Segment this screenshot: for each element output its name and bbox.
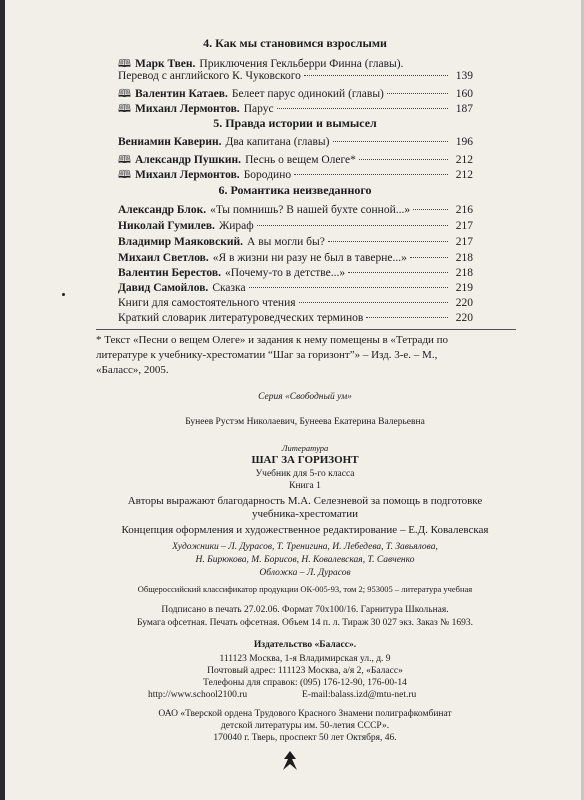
entry-page: 218 <box>455 252 473 264</box>
toc-entry <box>118 136 473 150</box>
entry-page: 217 <box>455 236 473 248</box>
phones: Телефоны для справок: (095) 176-12-90, 176-00-14 <box>203 678 407 688</box>
series-name: Серия «Свободный ум» <box>258 392 352 402</box>
footnote-rule <box>96 329 516 330</box>
printer-name: детской литературы им. 50-летия СССР». <box>220 721 390 731</box>
printer-address: 170040 г. Тверь, проспект 50 лет Октября, 46. <box>213 733 397 743</box>
leader-dots <box>299 302 448 303</box>
entry-work: Сказка <box>212 282 246 294</box>
leader-dots <box>413 209 448 210</box>
toc-entry <box>118 100 473 114</box>
entry-work: Книги для самостоятельного чтения <box>118 297 296 309</box>
entry-work: «Почему-то в детстве...» <box>224 267 346 279</box>
entry-page: 212 <box>455 169 473 181</box>
toc-entry <box>118 220 473 234</box>
book-subtitle: Учебник для 5-го класса <box>255 469 355 479</box>
leader-dots <box>328 241 448 242</box>
entry-work: Два капитана (главы) <box>225 136 330 148</box>
website: http://www.school2100.ru <box>148 690 248 700</box>
leader-dots <box>249 287 448 288</box>
entry-page: 218 <box>455 267 473 279</box>
entry-author: Александр Пушкин. <box>134 154 242 166</box>
classifier: Общероссийский классификатор продукции ОК-005-93, том 2; 953005 – литература учебная <box>137 584 473 594</box>
footnote-line: * Текст «Песни о вещем Олеге» и задания к нему помещены в «Тетради по <box>96 334 449 346</box>
entry-page: 220 <box>455 297 473 309</box>
entry-page: 196 <box>455 136 473 148</box>
ink-dot <box>62 293 65 296</box>
toc-entry <box>118 282 473 296</box>
toc-entry <box>118 70 473 84</box>
entry-work: Парус <box>243 103 274 115</box>
entry-author: Вениамин Каверин. <box>118 136 222 148</box>
publisher-name: Издательство «Баласс». <box>253 640 357 650</box>
entry-work: Перевод с английского К. Чуковского <box>118 70 301 82</box>
leader-dots <box>348 272 448 273</box>
entry-author: Давид Самойлов. <box>118 282 209 294</box>
entry-work: Приключения Гекльберри Финна (главы). <box>199 58 404 70</box>
leader-dots <box>257 225 448 226</box>
entry-page: 216 <box>455 204 473 216</box>
section-title-5: 5. Правда истории и вымысел <box>213 116 377 130</box>
book-volume: Книга 1 <box>289 481 321 491</box>
artists-credit: Н. Бирюкова, М. Борисов, Н. Ковалевская, Т. Савченко <box>195 555 415 565</box>
acknowledgement: Авторы выражают благодарность М.А. Селезневой за помощь в подготовке <box>127 495 483 507</box>
entry-page: 220 <box>455 312 473 324</box>
book-icon: 🕮 <box>118 58 131 70</box>
entry-work: «Ты помнишь? В нашей бухте сонной...» <box>210 204 411 216</box>
publisher-address: 111123 Москва, 1-я Владимирская ул., д. 9 <box>219 654 391 664</box>
acknowledgement: учебника-хрестоматии <box>251 508 359 520</box>
leader-dots <box>277 108 448 109</box>
toc-entry <box>118 312 473 326</box>
toc-entry <box>118 252 473 266</box>
entry-author: Николай Гумилев. <box>118 220 215 232</box>
authors: Бунеев Рустэм Николаевич, Бунеева Екатерина Валерьевна <box>185 417 425 427</box>
toc-entry <box>118 204 473 218</box>
entry-author: Марк Твен. <box>134 58 196 70</box>
design-credit: Концепция оформления и художественное редактирование – Е.Д. Ковалевская <box>121 524 489 536</box>
toc-entry <box>118 151 473 165</box>
print-info: Бумага офсетная. Печать офсетная. Объем 14 п. л. Тираж 30 027 экз. Заказ № 1693. <box>137 618 473 628</box>
printer-name: ОАО «Тверской ордена Трудового Красного Знамени полиграфкомбинат <box>158 709 452 719</box>
entry-work: «Я в жизни ни разу не был в таверне...» <box>212 252 407 264</box>
cover-credit: Обложка – Л. Дурасов <box>259 568 351 578</box>
printer-logo-icon <box>281 750 299 772</box>
entry-work: Краткий словарик литературоведческих терминов <box>118 312 364 324</box>
leader-dots <box>387 93 448 94</box>
subject: Литература <box>281 443 329 453</box>
toc-entry <box>118 297 473 311</box>
book-icon: 🕮 <box>118 103 131 115</box>
entry-author: Михаил Светлов. <box>118 252 209 264</box>
postal-address: Почтовый адрес: 111123 Москва, а/я 2, «Баласс» <box>207 666 403 676</box>
entry-work: Белеет парус одинокий (главы) <box>231 88 384 100</box>
entry-page: 219 <box>455 282 473 294</box>
toc-entry <box>118 267 473 281</box>
entry-work: Жираф <box>218 220 254 232</box>
artists-credit: Художники – Л. Дурасов, Т. Тренигина, И. Лебедева, Т. Завьялова, <box>172 542 438 552</box>
entry-author: Александр Блок. <box>118 204 207 216</box>
entry-work: Песнь о вещем Олеге* <box>245 154 356 166</box>
book-title: ШАГ ЗА ГОРИЗОНТ <box>251 454 359 466</box>
toc-entry <box>118 236 473 250</box>
entry-page: 217 <box>455 220 473 232</box>
entry-author: Михаил Лермонтов. <box>134 103 240 115</box>
toc-entry <box>118 166 473 180</box>
toc-entry <box>118 85 473 99</box>
footnote-line: «Баласс», 2005. <box>96 364 169 376</box>
leader-dots <box>304 75 448 76</box>
toc-entry <box>118 55 473 69</box>
book-icon: 🕮 <box>118 88 131 100</box>
footnote-line: литературе к учебнику-хрестоматии “Шаг за горизонт”» – Изд. 3-е. – М., <box>96 349 438 361</box>
book-icon: 🕮 <box>118 154 131 166</box>
entry-page: 212 <box>455 154 473 166</box>
section-title-4: 4. Как мы становимся взрослыми <box>203 36 387 50</box>
entry-author: Владимир Маяковский. <box>118 236 244 248</box>
leader-dots <box>366 317 448 318</box>
entry-author: Валентин Катаев. <box>134 88 228 100</box>
entry-page: 139 <box>455 70 473 82</box>
print-info: Подписано в печать 27.02.06. Формат 70х100/16. Гарнитура Школьная. <box>161 605 449 615</box>
entry-page: 160 <box>455 88 473 100</box>
leader-dots <box>333 141 449 142</box>
entry-work: Бородино <box>243 169 292 181</box>
entry-work: А вы могли бы? <box>247 236 325 248</box>
leader-dots <box>410 257 448 258</box>
book-icon: 🕮 <box>118 169 131 181</box>
entry-author: Михаил Лермонтов. <box>134 169 240 181</box>
scan-left-edge <box>0 0 5 800</box>
entry-author: Валентин Берестов. <box>118 267 221 279</box>
entry-page: 187 <box>455 103 473 115</box>
leader-dots <box>294 174 448 175</box>
footnote <box>96 333 536 378</box>
email: E-mail:balass.izd@mtu-net.ru <box>302 690 417 700</box>
section-title-6: 6. Романтика неизведанного <box>218 183 372 197</box>
leader-dots <box>359 159 448 160</box>
